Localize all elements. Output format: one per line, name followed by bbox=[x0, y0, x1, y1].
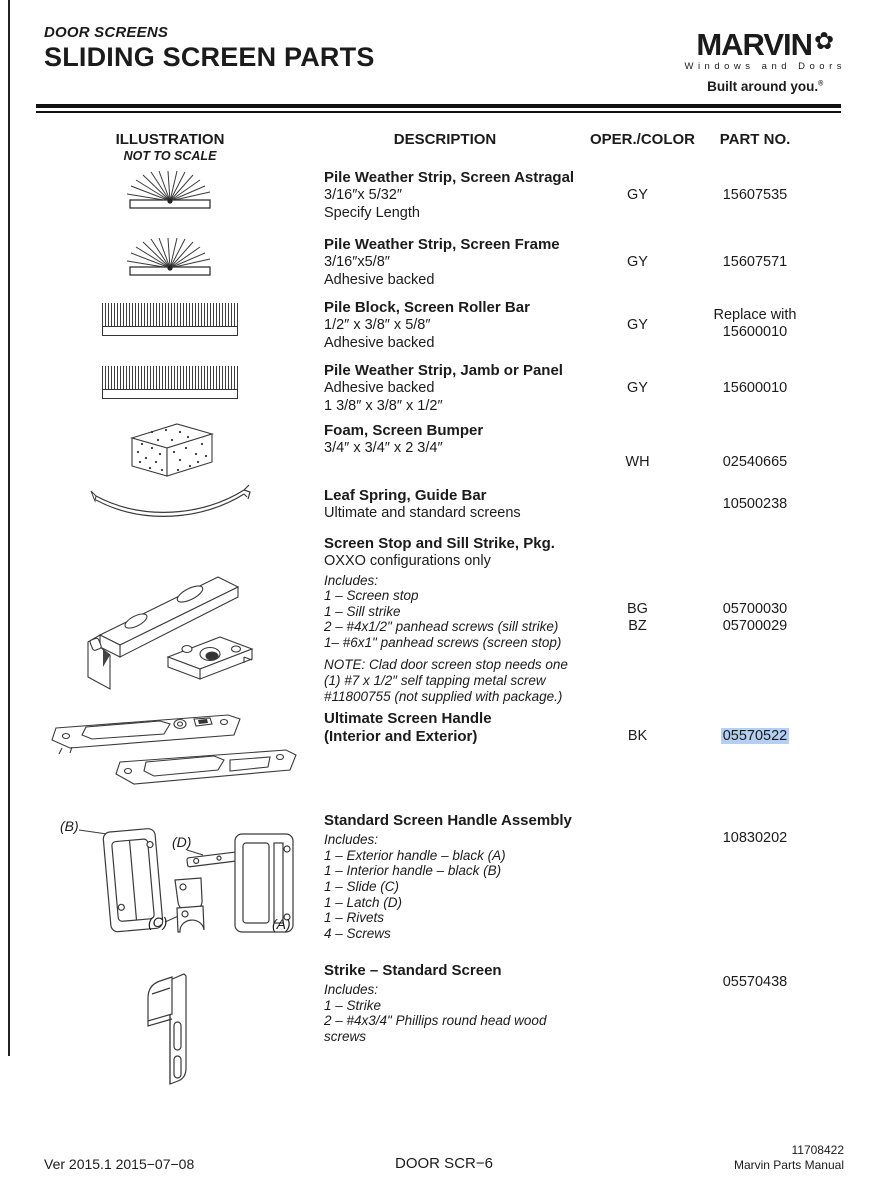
logo-brand-text: MARVIN bbox=[696, 27, 813, 62]
logo-tagline: Built around you.® bbox=[707, 79, 824, 94]
illustration-cell bbox=[40, 293, 300, 356]
illustration-cell bbox=[40, 529, 300, 704]
illustration-cell bbox=[40, 956, 300, 1146]
part-size: 3/16″x 5/32″ bbox=[324, 187, 402, 203]
pile-brush-strip-illustration bbox=[102, 303, 238, 336]
oper-color-cell: GY bbox=[627, 254, 648, 270]
table-row bbox=[40, 481, 874, 529]
rose-icon: ✿ bbox=[814, 28, 835, 55]
registered-mark: ® bbox=[818, 80, 824, 88]
table-row bbox=[40, 704, 874, 806]
part-size: 3/16″x5/8″ bbox=[324, 254, 390, 270]
part-number: 15600010 bbox=[722, 323, 788, 340]
version-text: Ver 2015.1 2015−07−08 bbox=[44, 1156, 195, 1172]
assembly-label-d: (D) bbox=[172, 834, 192, 851]
includes-label: Includes: bbox=[324, 832, 379, 848]
description-cell bbox=[300, 704, 590, 806]
table-row bbox=[40, 806, 874, 956]
illustration-cell bbox=[40, 163, 300, 230]
part-number-cell: 15607571 bbox=[722, 254, 788, 270]
illustration-cell bbox=[40, 230, 300, 293]
oper-color-cell bbox=[590, 956, 685, 1146]
part-title: Standard Screen Handle Assembly bbox=[324, 812, 572, 830]
column-header-oper-color: OPER./COLOR bbox=[590, 131, 696, 148]
pile-brush-strip-illustration bbox=[102, 366, 238, 399]
part-note: Adhesive backed bbox=[324, 334, 435, 351]
pile-fan-strip-illustration bbox=[125, 238, 215, 278]
description-cell bbox=[300, 356, 590, 416]
description-cell bbox=[300, 416, 590, 481]
oper-color-value: BZ bbox=[628, 617, 647, 634]
description-cell bbox=[300, 806, 590, 956]
table-row bbox=[40, 163, 874, 230]
part-title: Strike – Standard Screen bbox=[324, 962, 502, 980]
description-cell bbox=[300, 481, 590, 529]
description-cell bbox=[300, 230, 590, 293]
oper-color-cell: BK bbox=[627, 728, 648, 745]
assembly-label-a: (A) bbox=[272, 916, 291, 933]
part-title: Pile Block, Screen Roller Bar bbox=[324, 299, 530, 316]
part-size: 3/4″ x 3/4″ x 2 3/4″ bbox=[324, 440, 443, 456]
column-header-description: DESCRIPTION bbox=[393, 131, 497, 148]
oper-color-cell: GY bbox=[627, 317, 648, 333]
table-row bbox=[40, 230, 874, 293]
part-number-cell: 02540665 bbox=[722, 454, 788, 470]
oper-color-cell bbox=[590, 481, 685, 529]
column-headers bbox=[40, 131, 874, 163]
page-code: DOOR SCR−6 bbox=[395, 1155, 493, 1172]
includes-item: screws bbox=[324, 1029, 367, 1045]
description-cell bbox=[300, 293, 590, 356]
table-row bbox=[40, 416, 874, 481]
part-number-cell: 10830202 bbox=[722, 830, 788, 847]
part-note: Specify Length bbox=[324, 204, 420, 221]
note-line: NOTE: Clad door screen stop needs one bbox=[324, 657, 568, 673]
part-note: OXXO configurations only bbox=[324, 553, 491, 569]
includes-item: 1 – Sill strike bbox=[324, 603, 401, 619]
part-number-cell bbox=[685, 704, 825, 806]
oper-color-cell: GY bbox=[627, 187, 648, 203]
page-header bbox=[0, 0, 874, 94]
manual-name: Marvin Parts Manual bbox=[733, 1157, 844, 1172]
includes-item: 1 – Screen stop bbox=[324, 588, 419, 604]
part-size: 1 3/8″ x 3/8″ x 1/2″ bbox=[324, 397, 443, 414]
page-title: SLIDING SCREEN PARTS bbox=[44, 42, 375, 72]
title-block bbox=[44, 24, 375, 73]
includes-item: 1– #6x1" panhead screws (screen stop) bbox=[324, 634, 562, 650]
includes-item: 1 – Exterior handle – black (A) bbox=[324, 847, 506, 863]
manual-number: 11708422 bbox=[791, 1143, 844, 1157]
illustration-cell bbox=[40, 806, 300, 956]
table-row bbox=[40, 293, 874, 356]
part-number-cell: 10500238 bbox=[722, 496, 788, 512]
oper-color-cell bbox=[590, 806, 685, 956]
part-title: Pile Weather Strip, Screen Frame bbox=[324, 236, 560, 253]
illustration-cell bbox=[40, 704, 300, 806]
oper-color-cell bbox=[590, 529, 685, 704]
foam-block-illustration bbox=[122, 418, 218, 480]
part-title: Pile Weather Strip, Screen Astragal bbox=[324, 169, 575, 186]
part-subtitle: (Interior and Exterior) bbox=[324, 728, 478, 746]
includes-item: 4 – Screws bbox=[324, 925, 391, 941]
part-number-cell bbox=[685, 293, 825, 356]
description-cell bbox=[300, 163, 590, 230]
illustration-cell bbox=[40, 356, 300, 416]
part-number-cell: 15607535 bbox=[722, 187, 788, 203]
part-number: 05700030 bbox=[722, 601, 788, 617]
assembly-label-b: (B) bbox=[60, 818, 79, 835]
highlighted-part-number[interactable]: 05570522 bbox=[722, 728, 788, 745]
leaf-spring-illustration bbox=[88, 483, 253, 525]
screen-stop-sill-strike-illustration bbox=[70, 539, 270, 697]
part-title: Foam, Screen Bumper bbox=[324, 422, 484, 439]
part-number-cell: 05570438 bbox=[722, 974, 788, 991]
note-line: #11800755 (not supplied with package.) bbox=[324, 688, 563, 704]
part-number-cell: 15600010 bbox=[722, 380, 788, 396]
includes-label: Includes: bbox=[324, 982, 379, 998]
includes-item: 1 – Interior handle – black (B) bbox=[324, 863, 502, 879]
page-footer bbox=[44, 1143, 844, 1172]
includes-item: 1 – Slide (C) bbox=[324, 879, 400, 895]
part-title: Leaf Spring, Guide Bar bbox=[324, 487, 487, 504]
assembly-label-c: (C) bbox=[148, 914, 168, 931]
oper-color-value: BG bbox=[627, 601, 648, 617]
oper-color-cell: GY bbox=[627, 380, 648, 396]
table-row bbox=[40, 356, 874, 416]
includes-label: Includes: bbox=[324, 572, 379, 588]
includes-item: 1 – Latch (D) bbox=[324, 894, 403, 910]
column-header-part-no: PART NO. bbox=[719, 131, 791, 148]
not-to-scale-note: NOT TO SCALE bbox=[123, 149, 217, 163]
includes-item: 2 – #4x1/2" panhead screws (sill strike) bbox=[324, 619, 559, 635]
includes-item: 2 – #4x3/4" Phillips round head wood bbox=[324, 1013, 547, 1029]
part-title: Screen Stop and Sill Strike, Pkg. bbox=[324, 535, 555, 552]
logo-subtitle: Windows and Doors bbox=[684, 61, 846, 72]
table-row bbox=[40, 956, 874, 1146]
pile-fan-strip-illustration bbox=[125, 171, 215, 211]
part-note: Adhesive backed bbox=[324, 380, 435, 396]
part-title: Ultimate Screen Handle bbox=[324, 710, 492, 728]
includes-item: 1 – Rivets bbox=[324, 910, 385, 926]
header-double-rule bbox=[36, 104, 841, 113]
table-row bbox=[40, 529, 874, 704]
oper-color-cell: WH bbox=[625, 454, 650, 470]
illustration-cell bbox=[40, 416, 300, 481]
ultimate-screen-handle-illustration bbox=[42, 710, 298, 790]
marvin-logo bbox=[684, 24, 846, 94]
part-number: 05700029 bbox=[722, 617, 788, 634]
part-replace-note: Replace with bbox=[713, 307, 797, 323]
page-edge-line bbox=[8, 0, 10, 1056]
note-line: (1) #7 x 1/2″ self tapping metal screw bbox=[324, 673, 546, 689]
includes-item: 1 – Strike bbox=[324, 997, 382, 1013]
section-eyebrow: DOOR SCREENS bbox=[44, 24, 169, 41]
part-title: Pile Weather Strip, Jamb or Panel bbox=[324, 362, 563, 379]
column-header-illustration: ILLUSTRATION NOT TO SCALE bbox=[40, 131, 300, 163]
part-number-cell bbox=[685, 529, 825, 704]
description-cell bbox=[300, 529, 590, 704]
strike-illustration bbox=[136, 964, 204, 1092]
part-note: Adhesive backed bbox=[324, 271, 435, 288]
description-cell bbox=[300, 956, 590, 1146]
part-size: 1/2″ x 3/8″ x 5/8″ bbox=[324, 317, 431, 333]
manual-reference bbox=[544, 1143, 844, 1172]
part-note: Ultimate and standard screens bbox=[324, 505, 521, 521]
illustration-cell bbox=[40, 481, 300, 529]
